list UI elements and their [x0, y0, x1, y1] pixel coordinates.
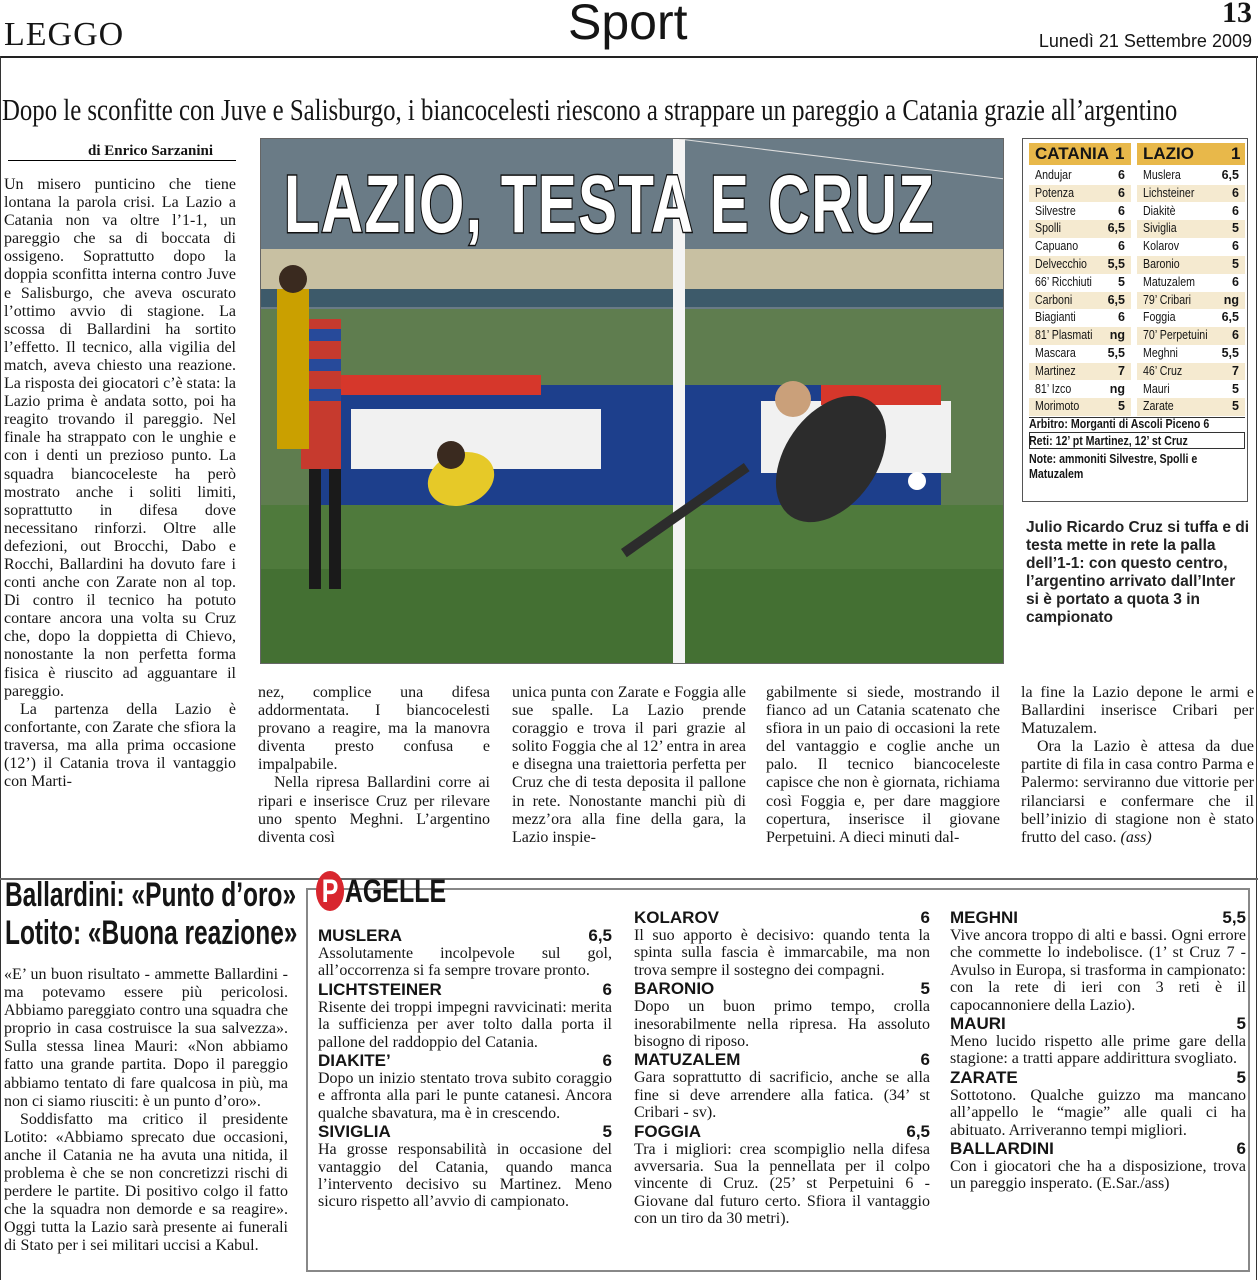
rating-item [634, 1122, 930, 1228]
away-player-vote: 6,5 [1221, 168, 1239, 182]
home-player-vote: ng [1109, 381, 1125, 396]
home-player-vote: ng [1109, 328, 1125, 343]
player-vote: 6,5 [906, 1121, 930, 1141]
rating-header [950, 1068, 1246, 1087]
pagelle-title-rest: AGELLE [344, 873, 447, 909]
pagelle-column-1 [318, 926, 612, 1211]
away-player-vote: 6 [1232, 203, 1239, 218]
away-team-name: LAZIO [1143, 144, 1194, 163]
interview-title-1: Ballardini: «Punto d’oro» [5, 876, 297, 914]
player-comment: Sottotono. Qualche guizzo ma mancano all’appello le “magie” alle quali ci ha abituato. Arriveranno tempi migliori. [950, 1086, 1246, 1139]
away-player-vote: 7 [1232, 363, 1239, 378]
away-player-name: Foggia [1143, 310, 1176, 325]
player-name: LICHTSTEINER [318, 979, 442, 999]
article-byline: di Enrico Sarzanini [88, 143, 214, 159]
away-player-vote: 5 [1232, 381, 1239, 396]
player-comment: Con i giocatori che ha a disposizione, trova un pareggio insperato. (E.Sar./ass) [950, 1158, 1246, 1193]
rating-header [318, 1051, 612, 1070]
away-player-name: Lichsteiner [1143, 185, 1195, 200]
rating-header [634, 1050, 930, 1069]
away-player-name: 79’ Cribari [1143, 292, 1192, 307]
home-player-name: Andujar [1035, 168, 1072, 182]
home-player-name: Capuano [1035, 239, 1079, 254]
away-player-name: Muslera [1143, 168, 1181, 182]
player-vote: 6 [1236, 1139, 1246, 1159]
away-team-header [1137, 143, 1245, 165]
player-comment: Assolutamente incolpevole sul gol, all’occorrenza si fa sempre trovare pronto. [318, 945, 612, 980]
home-player-name: Biagianti [1035, 310, 1076, 325]
pagelle-title-initial: P [316, 871, 344, 911]
article-column-2 [258, 684, 490, 847]
home-player-name: Morimoto [1035, 399, 1080, 414]
away-player-name: Diakitè [1143, 203, 1176, 218]
page-number: 13 [1222, 0, 1252, 29]
article-paragraph: La partenza della Lazio è confortante, con Zarate che sfiora la traversa, ma alla prima occasione (12’) il Catania trova il vantaggio con Marti- [4, 700, 236, 791]
home-player-vote: 6,5 [1107, 221, 1125, 236]
player-vote: 5 [602, 1122, 612, 1142]
rating-item [634, 908, 930, 979]
home-player-vote: 6 [1118, 239, 1125, 254]
home-player-name: Martinez [1035, 363, 1076, 378]
player-vote: 6 [920, 1050, 930, 1070]
player-vote: 6 [602, 1051, 612, 1071]
referee-line: Arbitro: Morganti di Ascoli Piceno 6 [1029, 417, 1210, 431]
away-player-vote: 5 [1232, 221, 1239, 236]
away-team-score: 1 [1231, 144, 1241, 163]
interview-title-2: Lotito: «Buona reazione» [5, 914, 298, 952]
article-subhead: Dopo le sconfitte con Juve e Salisburgo, i biancocelesti riescono a strappare un pareggio a Catania grazie all’argentino [2, 92, 1178, 127]
player-comment: Dopo un inizio stentato trova subito coraggio e affronta alla pari le punte catanesi. Ancora qualche sbavatura, ma è in crescendo. [318, 1070, 612, 1122]
home-player-vote: 6 [1118, 203, 1125, 218]
home-player-vote: 5 [1118, 274, 1125, 289]
rating-item [318, 980, 612, 1051]
rating-header [950, 908, 1246, 927]
rating-item [318, 926, 612, 980]
byline-rule [8, 160, 236, 161]
rating-header [318, 980, 612, 999]
article-paragraph: Nella ripresa Ballardini corre ai ripari e inserisce Cruz per rilevare uno spento Meghni. L’argentino diventa così [258, 774, 490, 846]
rating-header [634, 1122, 930, 1141]
home-player-vote: 6,5 [1107, 292, 1125, 307]
home-player-vote: 5,5 [1107, 346, 1125, 360]
article-paragraph-text: Ora la Lazio è attesa da due partite di fila in casa contro Parma e Palermo: serviranno due vittorie per rilanciarsi e confermare che il bell’inizio di stagione non è stato frutto del caso. [1021, 738, 1254, 846]
player-comment: Dopo un buon primo tempo, crolla inesorabilmente nella ripresa. Ha assoluto bisogno di riposo. [634, 998, 930, 1051]
article-paragraph: gabilmente si siede, mostrando il fianco ad un Catania scatenato che sfiora in un paio di occasioni la rete del vantaggio e coglie anche un palo. Il tecnico biancoceleste capisce che non è giornata, richiama così Foggia e, per dare maggiore copertura, inserisce il giovane Perpetuini. A dieci minuti dal- [766, 684, 1000, 846]
away-player-name: 70’ Perpetuini [1143, 328, 1208, 343]
home-player-vote: 6 [1118, 185, 1125, 200]
home-player-name: 81’ Plasmati [1035, 328, 1093, 343]
rating-item [318, 1051, 612, 1122]
player-name: FOGGIA [634, 1121, 702, 1141]
rating-item [950, 1068, 1246, 1139]
player-name: MAURI [950, 1014, 1006, 1034]
player-comment: Gara soprattutto di sacrificio, anche se alla fine si deve arrendere alla fatica. (34’ st Cribari - sv). [634, 1069, 930, 1122]
away-player-name: Kolarov [1143, 239, 1180, 254]
photo-caption: Julio Ricardo Cruz si tuffa e di testa mette in rete la palla dell’1-1: con questo centro, l’argentino arrivato dall’Inter si è portato a quota 3 in campionato [1026, 519, 1250, 626]
player-comment: Tra i migliori: crea scompiglio nella difesa avversaria. Sua la pennellata per il colpo vincente di Cruz. (25’ st Perpetuini 6 - Giovane dal futuro certo. Sfiora il vantaggio con un tiro da 30 metri). [634, 1140, 930, 1228]
player-vote: 5 [920, 979, 930, 999]
article-paragraph [1021, 738, 1254, 847]
player-comment: Ha grosse responsabilità in occasione del vantaggio del Catania, quando manca l’intervento decisivo su Martinez. Meno sicuro rispetto all’avvio di campionato. [318, 1141, 612, 1211]
player-vote: 6 [602, 979, 612, 999]
away-player-vote: 6 [1232, 328, 1239, 343]
header-rule [0, 56, 1258, 58]
away-player-vote: 6,5 [1221, 310, 1239, 325]
home-player-name: Potenza [1035, 185, 1074, 200]
home-player-name: 66’ Ricchiuti [1035, 274, 1092, 289]
article-column-1 [4, 176, 236, 872]
home-team-name: CATANIA [1035, 144, 1109, 163]
home-player-vote: 5,5 [1107, 257, 1125, 271]
rating-header [950, 1014, 1246, 1033]
pagelle-title [316, 871, 446, 911]
rating-item [318, 1122, 612, 1211]
article-paragraph: unica punta con Zarate e Foggia alle sue spalle. La Lazio prende coraggio e trova il pari grazie al solito Foggia che al 12’ entra in area e disegna una traiettoria perfetta per Cruz che di testa deposita il pallone in rete. Nonostante manchi più di mezz’ora alla fine della gara, la Lazio inspie- [512, 684, 746, 846]
home-player-vote: 5 [1118, 399, 1125, 414]
article-column-5 [1021, 684, 1254, 847]
rating-header [318, 1122, 612, 1141]
player-name: ZARATE [950, 1067, 1018, 1087]
player-comment: Il suo apporto è decisivo: quando tenta la spinta sulla fascia è immarcabile, ma non trova sempre il sostegno dei compagni. [634, 927, 930, 979]
player-vote: 6,5 [588, 926, 612, 945]
interview-paragraph: Soddisfatto ma critico il presidente Lotito: «Abbiamo sprecato due occasioni, anche il Catania ne ha avuta una nitida, il problema è che se non concretizzi rischi di perdere le partite. Di positivo colgo il fatto che la squadra non demorde e sa reagire». Oggi tutta la Lazio sarà presente ai funerali di Stato per i sei militari uccisi a Kabul. [4, 1110, 288, 1255]
away-player-name: Matuzalem [1143, 274, 1195, 289]
away-player-name: Siviglia [1143, 221, 1177, 236]
away-player-vote: 5 [1232, 399, 1239, 414]
player-name: BALLARDINI [950, 1139, 1054, 1159]
away-player-vote: 6 [1232, 274, 1239, 289]
away-player-name: Baronio [1143, 257, 1180, 271]
article-paragraph: Un misero punticino che tiene lontana la parola crisi. La Lazio a Catania non va oltre l’1-1, un pareggio che sa di boccata di ossigeno. Soprattutto dopo la doppia sconfitta interna contro Juve e Salisburgo, che aveva oscurato l’ottimo avvio di stagione. La scossa di Ballardini ha sortito l’effetto. Il tecnico, alla vigilia del match, aveva chiesto una reazione. La risposta dei giocatori c’è stata: la Lazio prima è andata sotto, poi ha reagito trovando il pareggio. Nel finale ha strappato con le unghie e con i denti un prezioso punto. La squadra biancoceleste ha però mostrato anche i soliti limiti, soprattutto in difesa dove necessitano rinforzi. Oltre alle defezioni, out Brocchi, Dabo e Rocchi, Ballardini ha dovuto fare i conti anche con Zarate non al top. Di contro il tecnico ha potuto contare ancora una volta su Cruz che, dopo la doppietta di Chievo, nonostante la non perfetta forma fisica è riuscito ad agguantare il pareggio. [4, 176, 236, 700]
rating-header [950, 1139, 1246, 1158]
player-name: BARONIO [634, 979, 715, 999]
pagelle-column-3 [950, 908, 1246, 1193]
issue-date: Lunedì 21 Settembre 2009 [1038, 31, 1252, 51]
goals-line: Reti: 12’ pt Martinez, 12’ st Cruz [1029, 434, 1188, 448]
away-player-name: Zarate [1143, 399, 1174, 414]
player-vote: 5 [1236, 1014, 1246, 1034]
rating-item [634, 979, 930, 1050]
home-player-vote: 6 [1118, 310, 1125, 325]
rating-header [318, 926, 612, 945]
rating-item [950, 1139, 1246, 1193]
article-paragraph: nez, complice una difesa addormentata. I biancocelesti provano a reagire, ma la manovra diventa presto confusa e impalpabile. [258, 684, 490, 774]
home-player-name: 81’ Izco [1035, 381, 1072, 396]
section-title: Sport [568, 0, 688, 50]
rating-item [950, 1014, 1246, 1068]
rating-item [634, 1050, 930, 1121]
home-player-name: Delvecchio [1035, 257, 1087, 271]
away-player-name: Mauri [1143, 381, 1170, 396]
home-team-score: 1 [1115, 144, 1125, 163]
article-signature: (ass) [1120, 828, 1152, 846]
article-column-3 [512, 684, 746, 847]
player-name: KOLAROV [634, 908, 719, 927]
player-vote: 6 [920, 908, 930, 927]
away-player-vote: 6 [1232, 185, 1239, 200]
away-player-vote: 5 [1232, 257, 1239, 271]
home-player-name: Silvestre [1035, 203, 1076, 218]
player-name: DIAKITE’ [318, 1051, 391, 1071]
rating-item [950, 908, 1246, 1014]
home-team-header [1029, 143, 1131, 165]
player-name: MEGHNI [950, 908, 1018, 927]
page-frame-right [1256, 56, 1257, 1280]
interview-paragraph: «E’ un buon risultato - ammette Ballardini - ma potevamo essere più pericolosi. Abbiamo pareggiato contro una squadra che proprio in casa costruisce la sua salvezza». Sulla stessa linea Mauri: «Non abbiamo fatto una grande partita. Dopo il pareggio abbiamo tentato di fare qualcosa in più, ma non ci siamo riusciti: è un punto d’oro». [4, 966, 288, 1110]
home-player-vote: 7 [1118, 363, 1125, 378]
home-player-name: Spolli [1035, 221, 1061, 236]
home-player-name: Carboni [1035, 292, 1073, 307]
home-player-name: Mascara [1035, 346, 1076, 360]
away-player-name: 46’ Cruz [1143, 363, 1183, 378]
home-player-vote: 6 [1118, 168, 1125, 182]
rating-header [634, 979, 930, 998]
article-headline: LAZIO, TESTA E CRUZ [284, 159, 936, 250]
player-name: MUSLERA [318, 926, 403, 945]
notes-line: Note: ammoniti Silvestre, Spolli e Matuzalem [1029, 452, 1198, 481]
rating-header [634, 908, 930, 927]
page-frame-left [0, 56, 1, 1280]
player-vote: 5 [1236, 1067, 1246, 1087]
player-comment: Meno lucido rispetto alle prime gare della stagione: a tratti appare addirittura svogliato. [950, 1033, 1246, 1068]
player-comment: Vive ancora troppo di alti e bassi. Ogni errore che commette lo indebolisce. (1’ st Cruz 7 - Avulso in Europa, si trasforma in campionato: con la rete di ieri con 3 reti è il capocannoniere della Lazio). [950, 927, 1246, 1014]
player-vote: 5,5 [1222, 908, 1246, 927]
article-column-4 [766, 684, 1000, 847]
player-name: SIVIGLIA [318, 1122, 391, 1142]
away-player-name: Meghni [1143, 346, 1178, 360]
away-player-vote: 6 [1232, 239, 1239, 254]
interview-text [4, 966, 288, 1256]
pagelle-column-2 [634, 908, 930, 1228]
away-player-vote: ng [1223, 292, 1239, 307]
newspaper-logo: LEGGO [4, 16, 125, 53]
scoreboard [1022, 138, 1248, 502]
player-comment: Risente dei troppi impegni ravvicinati: merita la sufficienza per aver tolto dalla porta il pallone del raddoppio del Catania. [318, 998, 612, 1051]
article-paragraph: la fine la Lazio depone le armi e Ballardini inserisce Cribari per Matuzalem. [1021, 684, 1254, 738]
player-name: MATUZALEM [634, 1050, 741, 1070]
away-player-vote: 5,5 [1221, 346, 1239, 360]
